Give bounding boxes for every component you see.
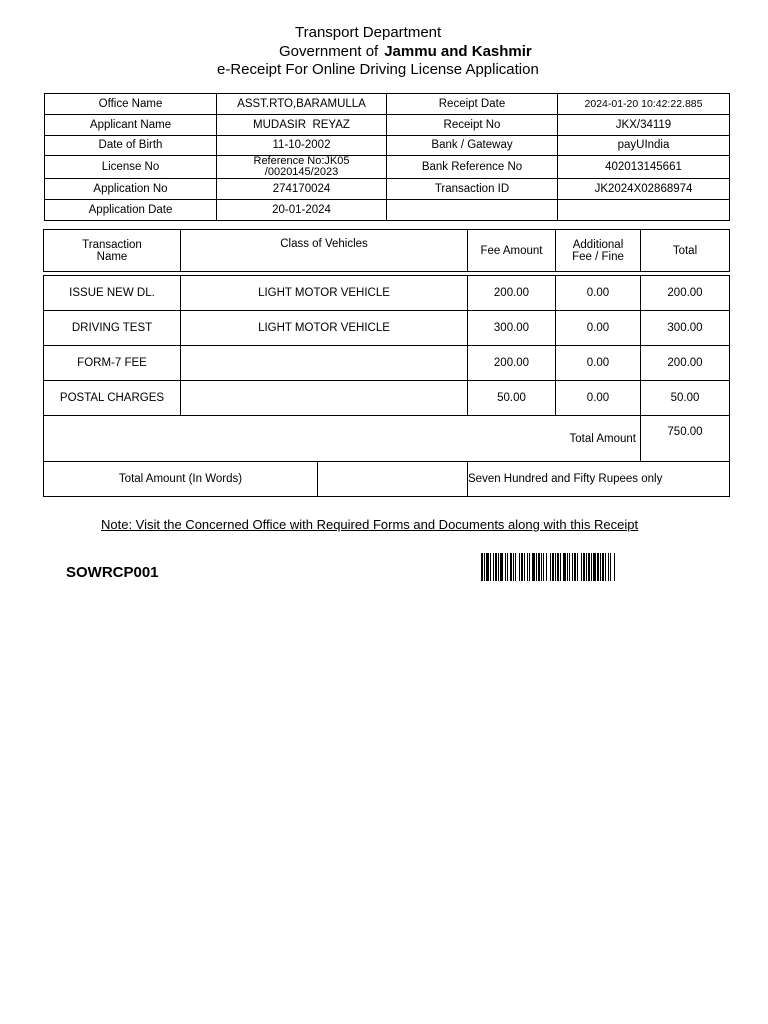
fee-amount: 200.00 — [468, 276, 556, 311]
fee-additional: 0.00 — [556, 311, 641, 346]
total-amount-value: 750.00 — [641, 416, 730, 462]
total-amount-label: Total Amount — [44, 416, 641, 462]
fee-additional: 0.00 — [556, 346, 641, 381]
info-label: License No — [45, 156, 217, 179]
info-row — [45, 156, 730, 179]
note-text: Note: Visit the Concerned Office with Required Forms and Documents along with this Receipt — [101, 517, 639, 532]
fee-amount: 300.00 — [468, 311, 556, 346]
fee-additional: 0.00 — [556, 276, 641, 311]
fee-vehicle-class — [181, 346, 468, 381]
fee-additional: 0.00 — [556, 381, 641, 416]
info-value: MUDASIR REYAZ — [217, 114, 387, 135]
fee-table — [43, 229, 730, 497]
fee-amount: 50.00 — [468, 381, 556, 416]
government-line — [279, 43, 532, 60]
amount-in-words-cell — [44, 462, 468, 497]
amount-in-words-value: Seven Hundred and Fifty Rupees only — [468, 462, 730, 497]
info-label: Applicant Name — [45, 114, 217, 135]
fee-row — [44, 276, 730, 311]
amount-in-words-row — [44, 462, 730, 497]
fee-vehicle-class: LIGHT MOTOR VEHICLE — [181, 276, 468, 311]
info-value: JK2024X02868974 — [558, 179, 730, 200]
info-value: 20-01-2024 — [217, 200, 387, 221]
info-value: 11-10-2002 — [217, 135, 387, 156]
barcode-icon — [481, 553, 719, 581]
info-value: 402013145661 — [558, 156, 730, 179]
info-row — [45, 179, 730, 200]
total-amount-row — [44, 416, 730, 462]
header-fee-amount: Fee Amount — [468, 230, 556, 272]
info-row — [45, 200, 730, 221]
government-name: Jammu and Kashmir — [384, 43, 532, 60]
fee-total: 50.00 — [641, 381, 730, 416]
fee-row — [44, 346, 730, 381]
info-value: payUIndia — [558, 135, 730, 156]
fee-vehicle-class — [181, 381, 468, 416]
fee-total: 300.00 — [641, 311, 730, 346]
info-row — [45, 135, 730, 156]
info-label: Transaction ID — [387, 179, 558, 200]
form-code: SOWRCP001 — [66, 564, 159, 581]
applicant-info-table — [44, 93, 730, 221]
info-label: Office Name — [45, 94, 217, 115]
header-class-of-vehicles: Class of Vehicles — [181, 230, 468, 272]
fee-transaction-name: POSTAL CHARGES — [44, 381, 181, 416]
info-value: 2024-01-20 10:42:22.885 — [558, 94, 730, 115]
amount-in-words-label: Total Amount (In Words) — [44, 462, 318, 496]
header-transaction-name: Transaction Name — [44, 230, 181, 272]
fee-vehicle-class: LIGHT MOTOR VEHICLE — [181, 311, 468, 346]
info-label: Application Date — [45, 200, 217, 221]
department-title: Transport Department — [295, 24, 442, 41]
fee-row — [44, 381, 730, 416]
info-label: Date of Birth — [45, 135, 217, 156]
info-value — [558, 200, 730, 221]
info-label: Bank / Gateway — [387, 135, 558, 156]
fee-header-row — [44, 230, 730, 272]
info-label: Bank Reference No — [387, 156, 558, 179]
fee-transaction-name: DRIVING TEST — [44, 311, 181, 346]
info-value: 274170024 — [217, 179, 387, 200]
info-row — [45, 94, 730, 115]
header-total: Total — [641, 230, 730, 272]
receipt-title: e-Receipt For Online Driving License Application — [217, 61, 539, 78]
fee-total: 200.00 — [641, 346, 730, 381]
info-label: Receipt Date — [387, 94, 558, 115]
info-label: Application No — [45, 179, 217, 200]
fee-total: 200.00 — [641, 276, 730, 311]
info-label: Receipt No — [387, 114, 558, 135]
fee-row — [44, 311, 730, 346]
government-prefix: Government of — [279, 43, 379, 60]
info-value: Reference No:JK05 /0020145/2023 — [217, 156, 387, 179]
header-additional-fee: Additional Fee / Fine — [556, 230, 641, 272]
info-row — [45, 114, 730, 135]
info-value: JKX/34119 — [558, 114, 730, 135]
info-value: ASST.RTO,BARAMULLA — [217, 94, 387, 115]
info-label — [387, 200, 558, 221]
fee-transaction-name: ISSUE NEW DL. — [44, 276, 181, 311]
fee-amount: 200.00 — [468, 346, 556, 381]
fee-transaction-name: FORM-7 FEE — [44, 346, 181, 381]
